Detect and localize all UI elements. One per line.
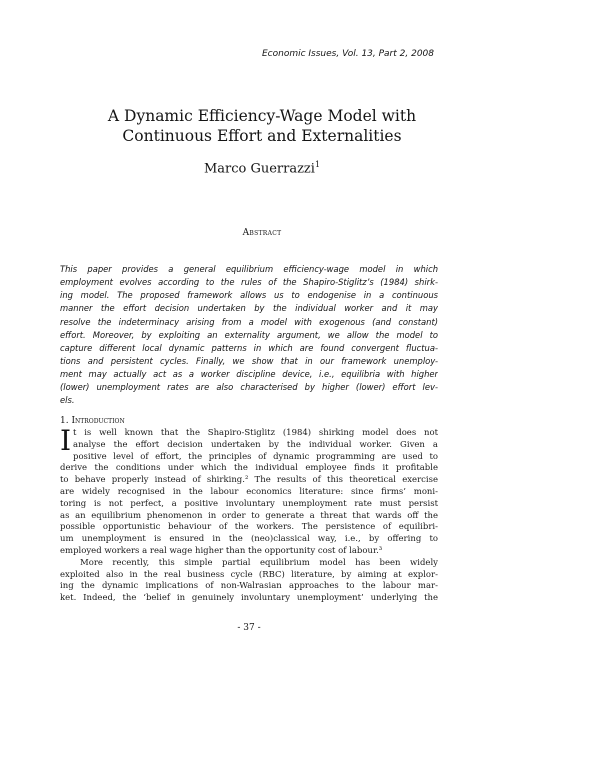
body-line: More recently, this simple partial equilibrium model has been widely: [80, 557, 438, 568]
author-text: Marco Guerrazzi: [203, 161, 315, 177]
abstract-line: ment may actually act as a worker discipline device, i.e., equilibria with higher: [60, 369, 438, 380]
body-line: ing the dynamic implications of non-Walrasian approaches to the labour mar-: [60, 581, 438, 592]
title-line-2: Continuous Effort and Externalities: [122, 127, 402, 145]
abstract-line: This paper provides a general equilibrium efficiency-wage model in which: [60, 264, 438, 274]
body-line: analyse the effort decision undertaken by the individual worker. Given a: [73, 439, 438, 450]
abstract-line: ing model. The proposed framework allows us to endogenise in a continuous: [60, 290, 438, 301]
author-name: [60, 160, 464, 176]
abstract-line: tions and persistent cycles. Finally, we show that in our framework unemploy-: [60, 355, 438, 366]
abstract-line: els.: [60, 395, 75, 406]
body-line: possible opportunistic behaviour of the workers. The persistence of equilibri-: [60, 522, 438, 533]
body-line: are widely recognised in the labour economics literature: since firms’ moni-: [60, 486, 438, 497]
body-line: ket. Indeed, the ‘belief in genuinely involuntary unemployment’ underlying the: [60, 593, 438, 604]
body-line: as an equilibrium phenomenon in order to generate a threat that wards off the: [60, 510, 438, 521]
abstract-line: manner the effort decision undertaken by the individual worker and it may: [60, 303, 438, 314]
body-line: um unemployment is ensured in the (neo)classical way, i.e., by offering to: [60, 534, 438, 545]
abstract-line: effort. Moreover, by exploiting an externality argument, we allow the model to: [60, 329, 438, 340]
body-line: derive the conditions under which the individual employee finds it profitable: [60, 463, 438, 474]
page-number: - 37 -: [237, 623, 261, 633]
abstract-heading: Abstract: [242, 228, 282, 238]
abstract-text: [60, 263, 438, 408]
author-footnote-marker: 1: [314, 160, 321, 169]
abstract-line: employment evolves according to the rules of the Shapiro-Stiglitz’s (1984) shirk-: [60, 277, 438, 288]
body-line: employed workers a real wage higher than the opportunity cost of labour.³: [60, 545, 383, 556]
drop-cap: I: [60, 424, 72, 457]
running-head: Economic Issues, Vol. 13, Part 2, 2008: [261, 49, 434, 59]
body-text: [60, 424, 438, 605]
body-line: positive level of effort, the principles of dynamic programming are used to: [73, 451, 438, 462]
abstract-line: (lower) unemployment rates are also characterised by higher (lower) effort lev-: [60, 382, 438, 393]
body-line: toring is not perfect, a positive involuntary unemployment rate must persist: [60, 498, 438, 509]
paper-title: [60, 106, 464, 146]
body-line: exploited also in the real business cycle (RBC) literature, by aiming at explor-: [60, 569, 438, 580]
abstract-line: resolve the indeterminacy arising from a model with exogenous (and constant): [60, 316, 438, 327]
section-heading: 1. Introduction: [60, 416, 125, 426]
body-line: t is well known that the Shapiro-Stiglitz (1984) shirking model does not: [73, 428, 438, 438]
title-line-1: A Dynamic Efficiency-Wage Model with: [107, 107, 417, 125]
abstract-line: capture different local dynamic patterns in which are found convergent fluctua-: [60, 342, 438, 353]
body-line: to behave properly instead of shirking.² The results of this theoretical exercise: [60, 475, 438, 486]
